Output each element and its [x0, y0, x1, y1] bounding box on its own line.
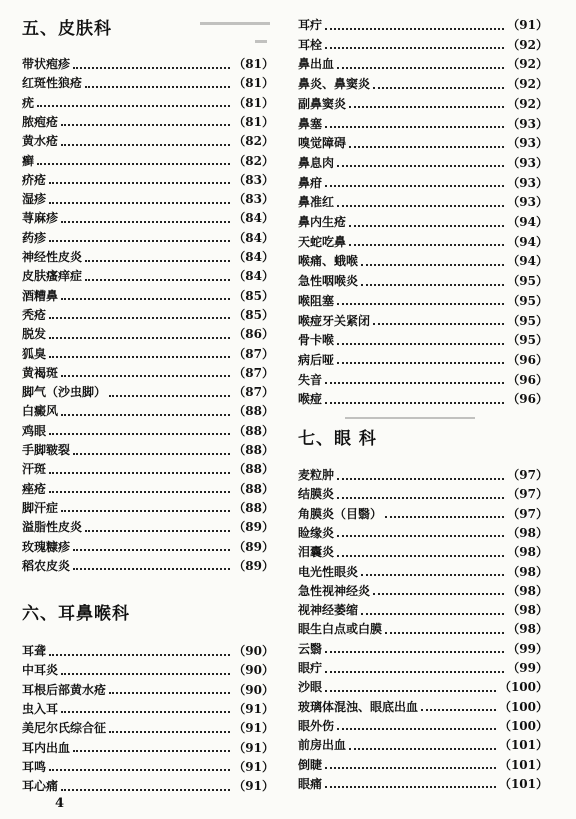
toc-entry[interactable] — [298, 193, 548, 212]
entry-title: 鼻炎、鼻窦炎 — [298, 77, 371, 92]
toc-entry[interactable] — [298, 154, 548, 173]
dot-leader — [325, 402, 504, 404]
entry-title: 黄褐斑 — [22, 365, 59, 380]
entry-title: 脱发 — [22, 327, 47, 342]
entry-page-number: （94） — [507, 254, 548, 269]
toc-entry[interactable] — [22, 538, 274, 557]
toc-entry[interactable] — [22, 422, 274, 441]
entry-page-number: （84） — [233, 250, 274, 264]
entry-page-number: （91） — [233, 721, 274, 736]
entry-page-number: （97） — [507, 487, 548, 502]
entry-title: 喉痖 — [298, 392, 323, 407]
dot-leader — [85, 260, 230, 262]
entry-page-number: （89） — [233, 539, 274, 554]
dot-leader — [421, 709, 496, 711]
dot-leader — [385, 632, 504, 634]
entry-page-number: （98） — [507, 603, 548, 618]
toc-entry[interactable] — [298, 115, 548, 134]
toc-entry[interactable] — [298, 736, 548, 755]
entry-title: 喉阻塞 — [298, 293, 335, 308]
dot-leader — [49, 491, 230, 493]
entry-title: 眼生白点或白膜 — [298, 622, 383, 637]
entry-title: 喉痖牙关紧闭 — [298, 313, 371, 328]
entry-title: 天蛇吃鼻 — [298, 234, 347, 249]
entry-page-number: （88） — [233, 404, 274, 419]
dot-leader — [49, 433, 230, 435]
dot-leader — [361, 264, 504, 266]
entry-title: 癣 — [22, 153, 35, 168]
entry-page-number: （81） — [233, 114, 274, 129]
entry-page-number: （81） — [233, 76, 274, 91]
dot-leader — [337, 478, 504, 480]
dot-leader — [373, 593, 504, 595]
entry-title: 荨麻疹 — [22, 211, 59, 226]
toc-entry[interactable] — [298, 331, 548, 350]
entry-title: 秃疮 — [22, 307, 47, 322]
dot-leader — [73, 568, 230, 570]
toc-entry[interactable] — [22, 113, 274, 132]
entry-page-number: （94） — [507, 215, 548, 229]
entry-page-number: （84） — [233, 269, 274, 284]
entry-title: 鼻疳 — [298, 175, 323, 190]
toc-entry[interactable] — [298, 466, 548, 485]
dot-leader — [73, 453, 230, 455]
entry-title: 耳栓 — [298, 37, 323, 52]
toc-entry[interactable] — [22, 441, 274, 460]
entry-title: 疣 — [22, 95, 35, 110]
toc-entry[interactable] — [22, 74, 274, 93]
entry-page-number: （84） — [233, 230, 274, 245]
entry-page-number: （88） — [233, 443, 274, 457]
dot-leader — [49, 182, 230, 184]
entry-title: 前房出血 — [298, 738, 347, 753]
dot-leader — [37, 105, 230, 107]
dot-leader — [325, 786, 496, 788]
entry-title: 沙眼 — [298, 680, 323, 695]
entry-title: 酒糟鼻 — [22, 288, 59, 303]
entry-page-number: （97） — [507, 506, 548, 521]
toc-entry[interactable] — [298, 312, 548, 331]
dot-leader — [337, 303, 504, 305]
entry-page-number: （101） — [498, 738, 548, 753]
entry-page-number: （91） — [233, 740, 274, 755]
toc-entry[interactable] — [298, 524, 548, 543]
toc-entry[interactable] — [298, 563, 548, 582]
print-smudge-mark — [255, 40, 267, 43]
entry-page-number: （84） — [233, 211, 274, 226]
toc-entry[interactable] — [298, 582, 548, 601]
entry-page-number: （81） — [233, 57, 274, 71]
toc-entry[interactable] — [22, 460, 274, 479]
entry-page-number: （91） — [233, 701, 274, 716]
entry-page-number: （81） — [233, 95, 274, 110]
entry-page-number: （101） — [498, 757, 548, 772]
dot-leader — [325, 690, 496, 692]
toc-entry[interactable] — [298, 95, 548, 114]
entry-title: 副鼻窦炎 — [298, 96, 347, 111]
dot-leader — [49, 337, 230, 339]
entry-page-number: （98） — [507, 583, 548, 598]
entry-page-number: （88） — [233, 500, 274, 515]
entry-page-number: （98） — [507, 564, 548, 579]
entry-title: 鸡眼 — [22, 423, 47, 438]
dot-leader — [61, 298, 230, 300]
dot-leader — [373, 87, 504, 89]
toc-entry[interactable] — [22, 518, 274, 537]
entry-title: 结膜炎 — [298, 487, 335, 502]
entry-title: 鼻出血 — [298, 57, 335, 72]
entry-page-number: （95） — [507, 313, 548, 328]
entry-title: 疥疮 — [22, 172, 47, 187]
entry-page-number: （91） — [507, 18, 548, 32]
entry-page-number: （93） — [507, 195, 548, 210]
entry-page-number: （95） — [507, 274, 548, 289]
entry-page-number: （96） — [507, 392, 548, 407]
entry-title: 白癜风 — [22, 404, 59, 419]
entry-title: 耳聋 — [22, 644, 47, 658]
dot-leader — [61, 510, 230, 512]
entry-title: 喉痛、蛾喉 — [298, 254, 359, 269]
dot-leader — [49, 240, 230, 242]
dot-leader — [337, 165, 504, 167]
entry-page-number: （92） — [507, 77, 548, 92]
dot-leader — [325, 767, 496, 769]
entry-title: 鼻塞 — [298, 116, 323, 131]
toc-entry[interactable] — [298, 775, 548, 794]
entry-page-number: （100） — [498, 718, 548, 733]
toc-entry[interactable] — [298, 233, 548, 252]
entry-page-number: （94） — [507, 234, 548, 249]
dot-leader — [325, 382, 504, 384]
entry-title: 耳根后部黄水疮 — [22, 682, 107, 697]
toc-entry[interactable] — [298, 756, 548, 775]
entry-title: 耳内出血 — [22, 740, 71, 755]
entry-page-number: （99） — [507, 641, 548, 656]
entry-title: 耳疔 — [298, 18, 323, 32]
entry-page-number: （83） — [233, 172, 274, 187]
entry-page-number: （91） — [233, 759, 274, 774]
entry-page-number: （88） — [233, 423, 274, 438]
dot-leader — [61, 124, 230, 126]
toc-entry[interactable] — [298, 174, 548, 193]
entry-page-number: （95） — [507, 293, 548, 308]
entry-title: 泪囊炎 — [298, 545, 335, 560]
entry-title: 黄水疮 — [22, 134, 59, 149]
dot-leader — [109, 395, 230, 397]
dot-leader — [73, 750, 230, 752]
dot-leader — [337, 205, 504, 207]
entry-title: 鼻息肉 — [298, 155, 335, 170]
entry-page-number: （89） — [233, 520, 274, 535]
toc-entry[interactable] — [22, 345, 274, 364]
toc-entry[interactable] — [22, 55, 274, 74]
entry-page-number: （98） — [507, 545, 548, 560]
entry-title: 脓疱疮 — [22, 114, 59, 129]
dot-leader — [325, 185, 504, 187]
dot-leader — [37, 163, 230, 165]
dot-leader — [337, 67, 504, 69]
toc-entry[interactable] — [22, 306, 274, 325]
toc-entry[interactable] — [22, 758, 274, 777]
toc-entry[interactable] — [298, 55, 548, 74]
print-smudge-mark — [200, 22, 270, 25]
entry-page-number: （92） — [507, 37, 548, 52]
entry-title: 耳鸣 — [22, 759, 47, 774]
dot-leader — [49, 654, 230, 656]
entry-title: 失音 — [298, 372, 323, 387]
dot-leader — [361, 284, 504, 286]
toc-entry[interactable] — [22, 499, 274, 518]
print-smudge-mark — [345, 417, 475, 419]
entry-page-number: （90） — [233, 663, 274, 678]
toc-entry[interactable] — [22, 190, 274, 209]
dot-leader — [61, 711, 230, 713]
toc-entry[interactable] — [22, 480, 274, 499]
dot-leader — [325, 651, 504, 653]
toc-entry[interactable] — [22, 719, 274, 738]
entry-title: 汗斑 — [22, 462, 47, 477]
dot-leader — [337, 555, 504, 557]
toc-entry[interactable] — [22, 248, 274, 267]
entry-page-number: （97） — [507, 468, 548, 482]
toc-entry[interactable] — [298, 717, 548, 736]
toc-entry[interactable] — [298, 698, 548, 717]
entry-title: 睑缘炎 — [298, 525, 335, 540]
entry-title: 视神经萎缩 — [298, 603, 359, 618]
entry-page-number: （85） — [233, 307, 274, 322]
entry-title: 骨卡喉 — [298, 333, 335, 348]
toc-entry[interactable] — [298, 134, 548, 153]
entry-title: 角膜炎（目翳） — [298, 506, 383, 521]
toc-entry[interactable] — [22, 681, 274, 700]
toc-entry[interactable] — [298, 75, 548, 94]
entry-page-number: （83） — [233, 192, 274, 207]
toc-entry[interactable] — [298, 16, 548, 35]
dot-leader — [385, 516, 504, 518]
dot-leader — [349, 244, 504, 246]
entry-title: 急性咽喉炎 — [298, 274, 359, 289]
toc-entry[interactable] — [22, 383, 274, 402]
dot-leader — [361, 613, 504, 615]
entry-page-number: （95） — [507, 333, 548, 348]
toc-entry[interactable] — [298, 292, 548, 311]
dot-leader — [49, 472, 230, 474]
entry-page-number: （86） — [233, 327, 274, 342]
toc-entry[interactable] — [298, 678, 548, 697]
toc-entry[interactable] — [22, 642, 274, 661]
entry-page-number: （90） — [233, 644, 274, 658]
dot-leader — [337, 728, 496, 730]
dot-leader — [73, 549, 230, 551]
entry-page-number: （91） — [233, 779, 274, 794]
dot-leader — [61, 414, 230, 416]
entry-title: 带状疱疹 — [22, 57, 71, 71]
toc-entry[interactable] — [22, 661, 274, 680]
entry-title: 脚汗症 — [22, 500, 59, 515]
dot-leader — [49, 356, 230, 358]
dot-leader — [61, 144, 230, 146]
dot-leader — [73, 67, 230, 69]
entry-title: 溢脂性皮炎 — [22, 520, 83, 535]
entry-page-number: （87） — [233, 346, 274, 361]
toc-entry[interactable] — [22, 132, 274, 151]
entry-page-number: （89） — [233, 558, 274, 573]
dot-leader — [349, 106, 504, 108]
entry-title: 药疹 — [22, 230, 47, 245]
toc-entry[interactable] — [298, 659, 548, 678]
dot-leader — [325, 47, 504, 49]
entry-title: 手脚皲裂 — [22, 443, 71, 457]
toc-entry[interactable] — [298, 485, 548, 504]
dot-leader — [61, 375, 230, 377]
toc-entry[interactable] — [22, 152, 274, 171]
entry-page-number: （100） — [498, 680, 548, 695]
toc-entry[interactable] — [22, 267, 274, 286]
entry-page-number: （88） — [233, 481, 274, 496]
dot-leader — [49, 317, 230, 319]
dot-leader — [85, 530, 230, 532]
entry-title: 鼻内生疮 — [298, 215, 347, 229]
dot-leader — [109, 692, 230, 694]
dot-leader — [337, 362, 504, 364]
dot-leader — [61, 673, 230, 675]
dot-leader — [61, 789, 230, 791]
toc-entry[interactable] — [298, 213, 548, 232]
toc-entry[interactable] — [298, 252, 548, 271]
section-heading: 七、眼 科 — [298, 429, 377, 449]
entry-title: 电光性眼炎 — [298, 564, 359, 579]
entry-title: 美尼尔氏综合征 — [22, 721, 107, 736]
dot-leader — [325, 28, 504, 30]
entry-page-number: （101） — [498, 776, 548, 791]
entry-title: 倒睫 — [298, 757, 323, 772]
entry-page-number: （87） — [233, 385, 274, 400]
entry-page-number: （93） — [507, 136, 548, 151]
entry-title: 鼻准红 — [298, 195, 335, 210]
entry-title: 红斑性狼疮 — [22, 76, 83, 91]
entry-page-number: （96） — [507, 372, 548, 387]
entry-title: 急性视神经炎 — [298, 583, 371, 598]
toc-entry[interactable] — [298, 601, 548, 620]
entry-title: 耳心痛 — [22, 779, 59, 794]
entry-title: 虫入耳 — [22, 701, 59, 716]
entry-page-number: （92） — [507, 57, 548, 72]
entry-title: 云翳 — [298, 641, 323, 656]
entry-page-number: （92） — [507, 96, 548, 111]
toc-entry[interactable] — [22, 171, 274, 190]
toc-entry[interactable] — [22, 287, 274, 306]
entry-title: 中耳炎 — [22, 663, 59, 678]
toc-entry[interactable] — [22, 229, 274, 248]
entry-title: 稻农皮炎 — [22, 558, 71, 573]
entry-title: 眼疔 — [298, 661, 323, 675]
toc-entry[interactable] — [22, 700, 274, 719]
toc-entry[interactable] — [22, 777, 274, 796]
entry-title: 湿疹 — [22, 192, 47, 207]
entry-title: 神经性皮炎 — [22, 250, 83, 264]
section-heading: 六、耳鼻喉科 — [22, 604, 130, 624]
toc-entry[interactable] — [298, 640, 548, 659]
entry-page-number: （87） — [233, 365, 274, 380]
toc-entry[interactable] — [22, 94, 274, 113]
entry-title: 嗅觉障碍 — [298, 136, 347, 151]
dot-leader — [349, 146, 504, 148]
entry-page-number: （82） — [233, 134, 274, 149]
dot-leader — [85, 86, 230, 88]
entry-page-number: （100） — [498, 699, 548, 714]
entry-title: 玫瑰糠疹 — [22, 539, 71, 554]
entry-title: 病后哑 — [298, 352, 335, 367]
dot-leader — [349, 225, 504, 227]
dot-leader — [49, 769, 230, 771]
entry-page-number: （93） — [507, 155, 548, 170]
entry-title: 痤疮 — [22, 481, 47, 496]
entry-title: 皮肤瘙痒症 — [22, 269, 83, 284]
dot-leader — [361, 574, 504, 576]
entry-title: 麦粒肿 — [298, 468, 335, 482]
dot-leader — [325, 126, 504, 128]
dot-leader — [85, 279, 230, 281]
dot-leader — [325, 671, 504, 673]
dot-leader — [373, 323, 504, 325]
toc-entry[interactable] — [298, 351, 548, 370]
toc-entry[interactable] — [298, 36, 548, 55]
toc-entry[interactable] — [298, 371, 548, 390]
toc-entry[interactable] — [22, 364, 274, 383]
toc-entry[interactable] — [22, 325, 274, 344]
entry-page-number: （88） — [233, 462, 274, 477]
toc-entry[interactable] — [298, 390, 548, 409]
section-heading: 五、皮肤科 — [22, 19, 112, 39]
entry-page-number: （96） — [507, 352, 548, 367]
dot-leader — [349, 748, 496, 750]
entry-title: 狐臭 — [22, 346, 47, 361]
toc-entry[interactable] — [298, 620, 548, 639]
entry-title: 脚气（沙虫脚） — [22, 385, 107, 400]
dot-leader — [337, 343, 504, 345]
entry-page-number: （90） — [233, 682, 274, 697]
toc-entry[interactable] — [22, 557, 274, 576]
entry-title: 眼外伤 — [298, 718, 335, 733]
toc-entry[interactable] — [22, 209, 274, 228]
entry-page-number: （98） — [507, 622, 548, 637]
entry-page-number: （82） — [233, 153, 274, 168]
entry-title: 眼痛 — [298, 776, 323, 791]
entry-title: 玻璃体混浊、眼底出血 — [298, 699, 419, 714]
entry-page-number: （85） — [233, 288, 274, 303]
dot-leader — [337, 497, 504, 499]
toc-entry[interactable] — [298, 272, 548, 291]
dot-leader — [49, 202, 230, 204]
dot-leader — [109, 731, 230, 733]
toc-entry[interactable] — [298, 543, 548, 562]
toc-entry[interactable] — [22, 739, 274, 758]
toc-entry[interactable] — [22, 402, 274, 421]
entry-page-number: （98） — [507, 525, 548, 540]
page-number: 4 — [55, 796, 65, 811]
entry-page-number: （99） — [507, 661, 548, 675]
dot-leader — [337, 535, 504, 537]
dot-leader — [61, 221, 230, 223]
entry-page-number: （93） — [507, 175, 548, 190]
toc-entry[interactable] — [298, 505, 548, 524]
entry-page-number: （93） — [507, 116, 548, 131]
